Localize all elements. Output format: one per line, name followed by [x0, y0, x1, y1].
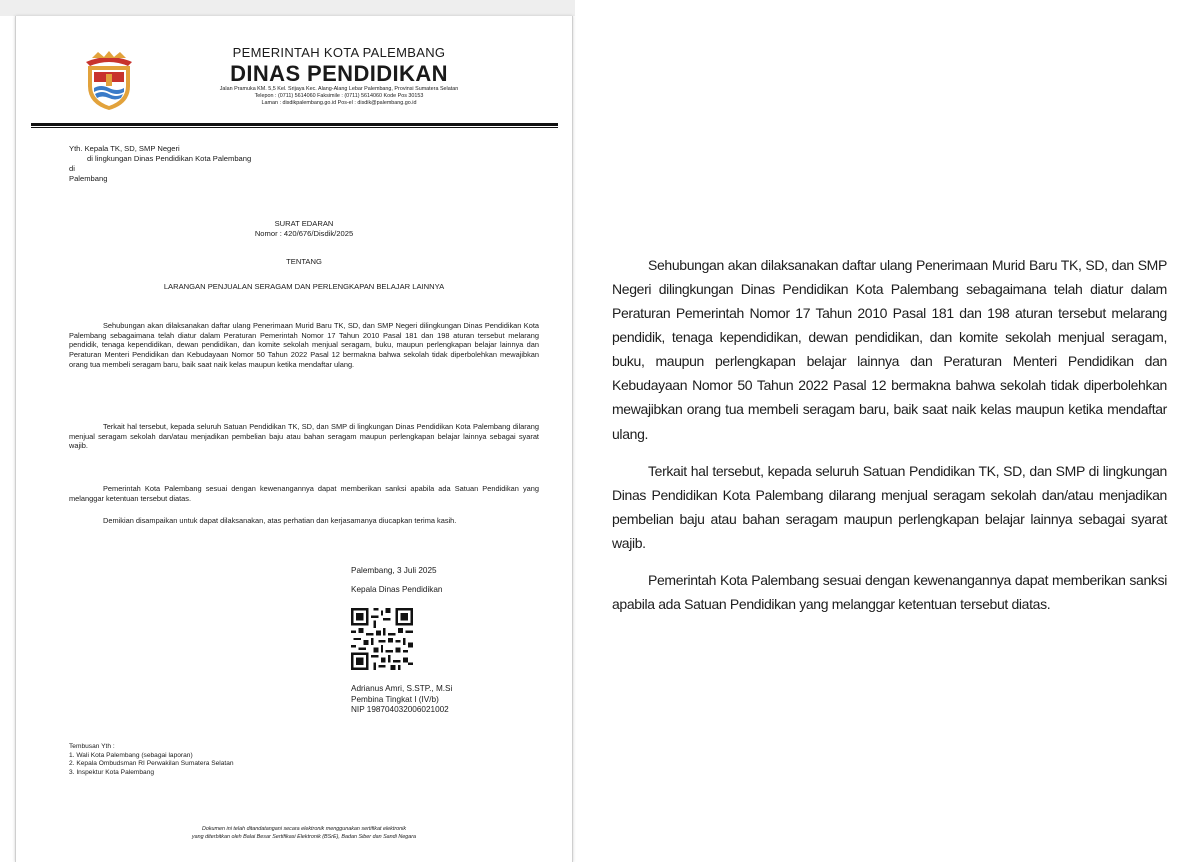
subject-line: LARANGAN PENJUALAN SERAGAM DAN PERLENGKAPAN BELAJAR LAINNYA	[163, 282, 445, 291]
body-paragraph-1: Sehubungan akan dilaksanakan daftar ulang Penerimaan Murid Baru TK, SD, dan SMP Negeri dilingkungan Dinas Pendidikan Kota Palembang sebagaimana telah diatur dalam Peraturan Pemerintah Nomor 17 Tahun 2010 Pasal 181 dan 198 aturan tersebut melarang pendidik, tenaga kependidikan, dewan pendidikan, dan komite sekolah menjual seragam, buku, maupun perlengkapan belajar lainnya dan Peraturan Menteri Pendidikan dan Kebudayaan Nomor 50 Tahun 2022 Pasal 12 bermakna bahwa sekolah tidak diperbolehkan mewajibkan orang tua membeli seragam baru, baik saat naik kelas maupun ketika mendaftar ulang.	[69, 321, 539, 369]
e-signature-line: Dokumen ini telah ditandatangani secara elektronik menggunakan sertifikat elektronik	[201, 826, 407, 832]
contact-line: Telepon : (0711) 5614060 Faksimile : (0711) 5614060 Kode Pos 30153	[254, 93, 424, 100]
recipient-line: Palembang	[69, 174, 108, 184]
e-signature-note	[69, 826, 539, 841]
signer-block	[351, 684, 452, 716]
website-line: Laman : disdikpalembang.go.id Pos-el : disdik@palembang.go.id	[261, 100, 417, 107]
excerpt-paragraph-1: Sehubungan akan dilaksanakan daftar ulang Penerimaan Murid Baru TK, SD, dan SMP Negeri dilingkungan Dinas Pendidikan Kota Palembang sebagaimana telah diatur dalam Peraturan Pemerintah Nomor 17 Tahun 2010 Pasal 181 dan 198 aturan tersebut melarang pendidik, tenaga kependidikan, dewan pendidikan, dan komite sekolah menjual seragam, buku, maupun perlengkapan belajar lainnya dan Peraturan Menteri Pendidikan dan Kebudayaan Nomor 50 Tahun 2022 Pasal 12 bermakna bahwa sekolah tidak diperbolehkan mewajibkan orang tua membeli seragam baru, baik saat naik kelas maupun ketika mendaftar ulang.	[612, 257, 1167, 442]
signer-rank: Pembina Tingkat I (IV/b)	[351, 694, 439, 704]
signer-name: Adrianus Amri, S.STP., M.Si	[351, 684, 453, 693]
body-paragraph-4: Demikian disampaikan untuk dapat dilaksanakan, atas perhatian dan kerjasamanya diucapkan terima kasih.	[103, 516, 457, 525]
qr-code-icon	[351, 608, 413, 670]
signer-nip: NIP 198704032006021002	[351, 705, 449, 715]
cc-item: 2. Kepala Ombudsman RI Perwakilan Sumatera Selatan	[69, 760, 234, 768]
recipient-line: Yth. Kepala TK, SD, SMP Negeri	[69, 144, 180, 153]
cc-heading: Tembusan Yth :	[69, 743, 115, 750]
government-name: PEMERINTAH KOTA PALEMBANG	[232, 45, 446, 60]
top-strip	[0, 0, 575, 16]
cc-item: 3. Inspektur Kota Palembang	[69, 768, 155, 776]
excerpt-paragraph-2: Terkait hal tersebut, kepada seluruh Satuan Pendidikan TK, SD, dan SMP di lingkungan Dinas Pendidikan Kota Palembang dilarang menjual seragam sekolah dan/atau menjadikan pembelian baju atau bahan seragam maupun perlengkapan belajar lainnya sebagai syarat wajib.	[612, 462, 1167, 551]
place-date: Palembang, 3 Juli 2025	[351, 566, 437, 575]
department-name: DINAS PENDIDIKAN	[230, 60, 448, 86]
cc-list	[69, 743, 234, 777]
body-paragraph-3: Pemerintah Kota Palembang sesuai dengan kewenangannya dapat memberikan sanksi apabila ada Satuan Pendidikan yang melanggar ketentuan tersebut diatas.	[69, 484, 539, 503]
letterhead-rule	[31, 123, 558, 126]
doc-type: SURAT EDARAN	[274, 219, 334, 228]
letterhead-rule-thin	[31, 127, 558, 128]
body-paragraph-2: Terkait hal tersebut, kepada seluruh Satuan Pendidikan TK, SD, dan SMP di lingkungan Dinas Pendidikan Kota Palembang dilarang menjual seragam sekolah dan/atau menjadikan pembelian baju atau bahan seragam maupun perlengkapan belajar lainnya sebagai syarat wajib.	[69, 422, 539, 451]
recipient-line: di	[69, 164, 75, 174]
letter-title	[69, 219, 539, 239]
zoomed-excerpt	[612, 253, 1167, 629]
doc-number: Nomor : 420/676/Disdik/2025	[254, 229, 354, 239]
address-line: Jalan Pramuka KM. 5,5 Kel. Srijaya Kec. Alang-Alang Lebar Palembang, Provinsi Sumatera Selatan	[219, 86, 459, 93]
letterhead	[124, 46, 554, 107]
signer-position: Kepala Dinas Pendidikan	[351, 585, 443, 594]
letter-page	[15, 16, 573, 862]
e-signature-line: yang diterbitkan oleh Balai Besar Sertifikasi Elektronik (BSrE), Badan Siber dan Sandi Negara	[191, 833, 417, 840]
recipient-line: di lingkungan Dinas Pendidikan Kota Palembang	[87, 154, 252, 164]
about-label: TENTANG	[286, 257, 322, 266]
recipient-block	[69, 144, 529, 184]
cc-item: 1. Wali Kota Palembang (sebagai laporan)	[69, 751, 193, 759]
excerpt-paragraph-3: Pemerintah Kota Palembang sesuai dengan kewenangannya dapat memberikan sanksi apabila ada Satuan Pendidikan yang melanggar ketentuan tersebut diatas.	[612, 571, 1167, 613]
